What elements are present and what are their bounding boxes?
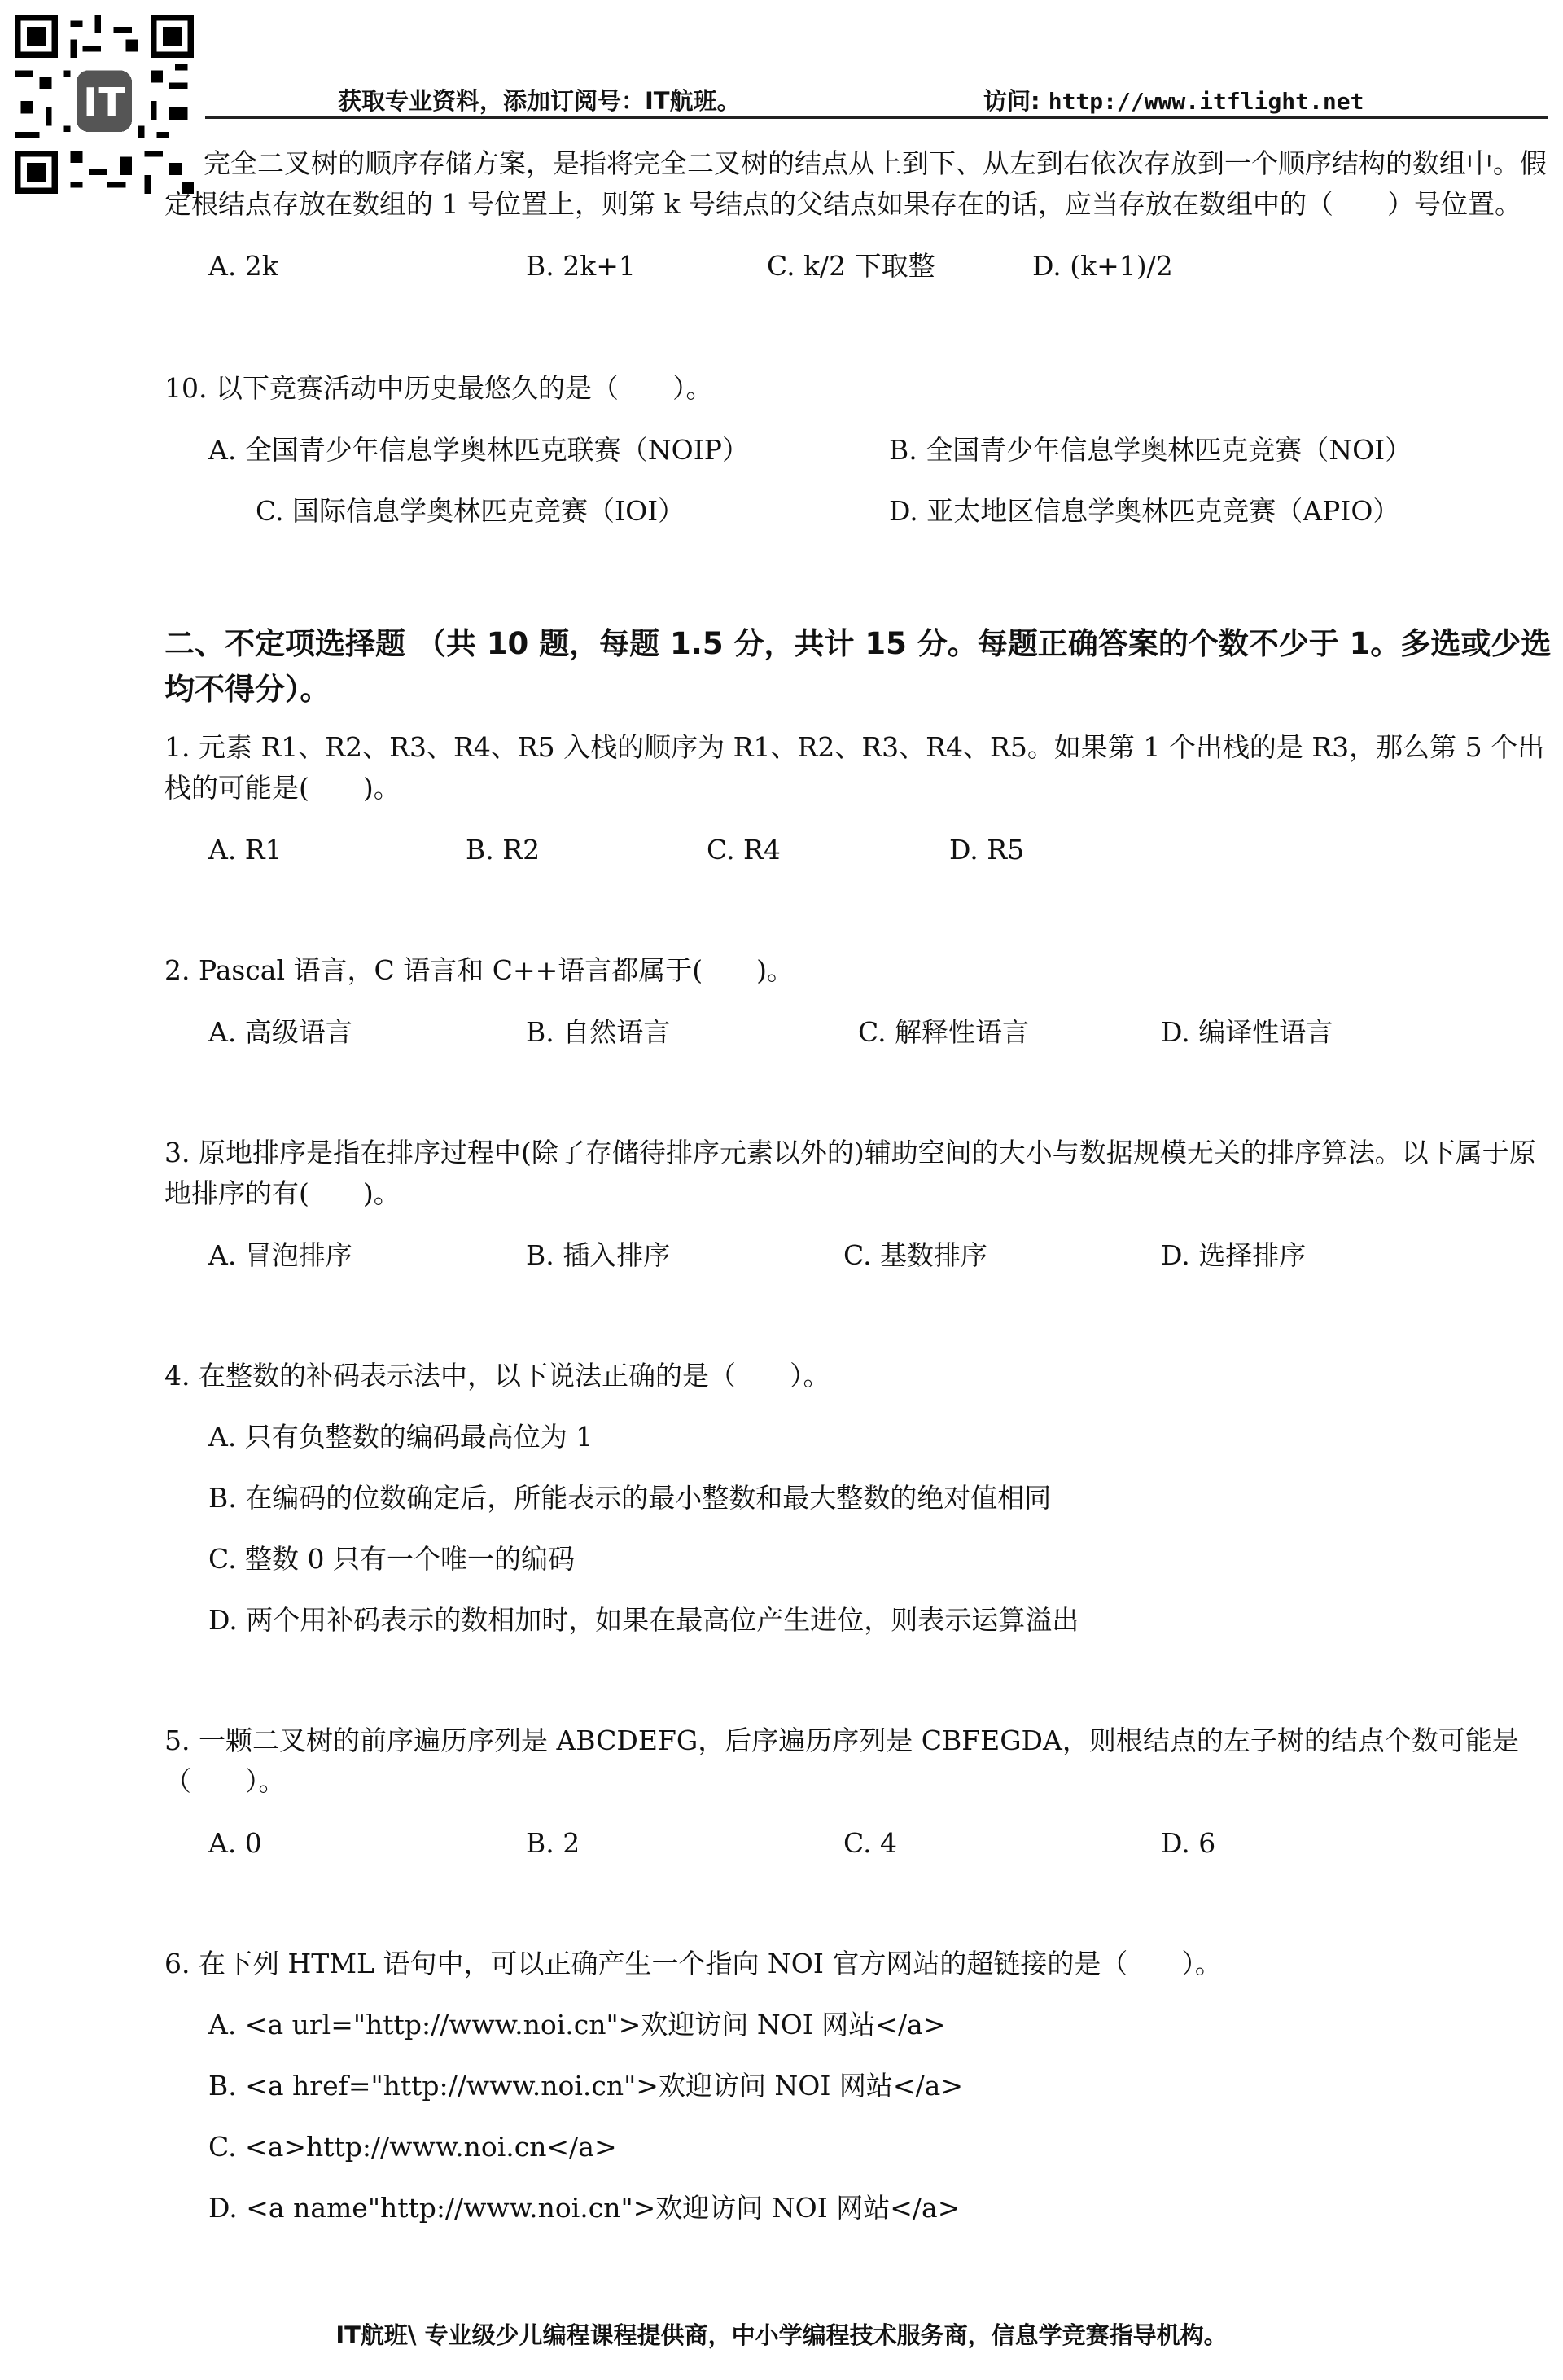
option-c: C. R4 bbox=[707, 834, 781, 866]
option-d: D. 两个用补码表示的数相加时，如果在最高位产生进位，则表示运算溢出 bbox=[208, 1604, 1079, 1636]
question-m1-options bbox=[164, 830, 1556, 870]
question-9-options bbox=[164, 246, 1556, 287]
header-url-link[interactable]: http://www.itflight.net bbox=[1048, 88, 1364, 115]
page-footer: IT航班\ 专业级少儿编程课程提供商，中小学编程技术服务商，信息学竞赛指导机构。 bbox=[335, 2321, 1228, 2349]
question-10-options-row2 bbox=[164, 491, 1556, 532]
question-m4-text: 4. 在整数的补码表示法中，以下说法正确的是（ ）。 bbox=[164, 1360, 830, 1392]
question-m2-text: 2. Pascal 语言，C 语言和 C++语言都属于( )。 bbox=[164, 954, 795, 986]
option-b: B. 在编码的位数确定后，所能表示的最小整数和最大整数的绝对值相同 bbox=[208, 1482, 1052, 1514]
option-a: A. 高级语言 bbox=[208, 1016, 352, 1048]
option-c: C. <a>http://www.noi.cn</a> bbox=[208, 2131, 617, 2163]
option-c: C. 基数排序 bbox=[843, 1239, 988, 1271]
header-subscribe-text: 获取专业资料，添加订阅号：IT航班。 bbox=[338, 87, 741, 115]
option-d: D. 6 bbox=[1161, 1827, 1216, 1859]
option-c: C. 整数 0 只有一个唯一的编码 bbox=[208, 1543, 576, 1575]
question-10-options-row1 bbox=[164, 430, 1556, 471]
question-m5-options bbox=[164, 1823, 1556, 1864]
option-b: B. 自然语言 bbox=[526, 1016, 671, 1048]
option-a: A. 全国青少年信息学奥林匹克联赛（NOIP） bbox=[208, 434, 749, 466]
option-d: D. 编译性语言 bbox=[1161, 1016, 1333, 1048]
option-d: D. R5 bbox=[949, 834, 1025, 866]
option-a: A. 只有负整数的编码最高位为 1 bbox=[208, 1421, 593, 1453]
option-b: B. 全国青少年信息学奥林匹克竞赛（NOI） bbox=[889, 434, 1412, 466]
option-a: A. 冒泡排序 bbox=[208, 1239, 352, 1271]
option-b: B. 插入排序 bbox=[526, 1239, 671, 1271]
svg-text:IT: IT bbox=[83, 79, 125, 127]
option-b: B. <a href="http://www.noi.cn">欢迎访问 NOI 网站</a> bbox=[208, 2070, 963, 2102]
question-m3-options bbox=[164, 1235, 1556, 1276]
option-d: D. (k+1)/2 bbox=[1032, 250, 1173, 282]
option-a: A. <a url="http://www.noi.cn">欢迎访问 NOI 网站</a> bbox=[208, 2009, 946, 2040]
question-m5-text: 5. 一颗二叉树的前序遍历序列是 ABCDEFG，后序遍历序列是 CBFEGDA，则根结点的左子树的结点个数可能是（ ）。 bbox=[164, 1725, 1519, 1797]
page-header bbox=[0, 78, 1563, 114]
option-d: D. 亚太地区信息学奥林匹克竞赛（APIO） bbox=[889, 495, 1400, 527]
option-a: A. 2k bbox=[208, 250, 278, 282]
option-b: B. 2k+1 bbox=[526, 250, 636, 282]
question-m1-text: 1. 元素 R1、R2、R3、R4、R5 入栈的顺序为 R1、R2、R3、R4、R5。如果第 1 个出栈的是 R3，那么第 5 个出栈的可能是( )。 bbox=[164, 731, 1545, 804]
question-m6-text: 6. 在下列 HTML 语句中，可以正确产生一个指向 NOI 官方网站的超链接的是（ ）。 bbox=[164, 1948, 1222, 1979]
header-visit-label: 访问: bbox=[983, 87, 1040, 115]
header-visit bbox=[983, 83, 1364, 116]
exam-content bbox=[164, 143, 1556, 2229]
option-d: D. <a name"http://www.noi.cn">欢迎访问 NOI 网站</a> bbox=[208, 2192, 961, 2224]
option-c: C. 国际信息学奥林匹克竞赛（IOI） bbox=[256, 495, 685, 527]
option-b: B. R2 bbox=[466, 834, 541, 866]
header-divider bbox=[205, 116, 1548, 119]
option-a: A. 0 bbox=[208, 1827, 262, 1859]
option-a: A. R1 bbox=[208, 834, 282, 866]
option-d: D. 选择排序 bbox=[1161, 1239, 1307, 1271]
option-b: B. 2 bbox=[526, 1827, 580, 1859]
option-c: C. k/2 下取整 bbox=[767, 250, 935, 282]
option-c: C. 4 bbox=[843, 1827, 898, 1859]
question-m2-options bbox=[164, 1012, 1556, 1053]
option-c: C. 解释性语言 bbox=[858, 1016, 1030, 1048]
section-2-title: 二、不定项选择题 （共 10 题，每题 1.5 分，共计 15 分。每题正确答案的个数不少于 1。多选或少选均不得分）。 bbox=[164, 626, 1552, 707]
question-9-text: 完全二叉树的顺序存储方案，是指将完全二叉树的结点从上到下、从左到右依次存放到一个顺序结构的数组中。假定根结点存放在数组的 1 号位置上，则第 k 号结点的父结点如果存在的话，应当存放在数组中的（ ）号位置。 bbox=[164, 147, 1547, 220]
question-m3-text: 3. 原地排序是指在排序过程中(除了存储待排序元素以外的)辅助空间的大小与数据规模无关的排序算法。以下属于原地排序的有( )。 bbox=[164, 1137, 1536, 1209]
question-10-text: 10. 以下竞赛活动中历史最悠久的是（ ）。 bbox=[164, 372, 713, 404]
